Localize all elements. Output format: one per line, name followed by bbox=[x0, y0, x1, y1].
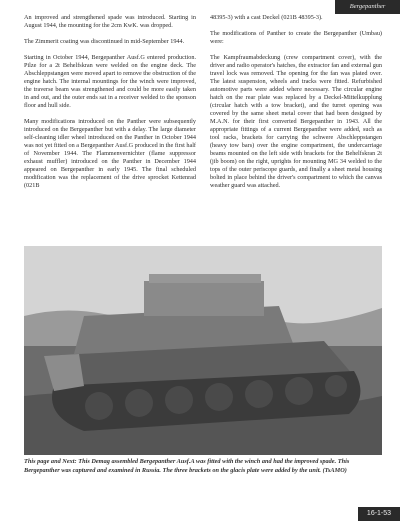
paragraph: The Kampfraumabdeckung (crew compartment cover), with the driver and radio operator's hatches, the extractor fan and external gun travel lock was removed. The opening for the fan was plated over. The latest suspension, wheels and tracks were fitted. Refurbished automotive parts were added where necessary. The circular engine hatch on the rear plate was replaced by a Deckel-Mittelkupplung (circular hatch with a tow bracket), and the turret opening was covered by the same sheet metal cover that had been designed by M.A.N. for their first converted Bergepanther in 1943. All the appropriate fittings of a current Bergepanther were added, such as tool racks, brackets for carrying the schwere Abschleppstangen (heavy tow bars) over the engine compartment, the undercarriage beams mounted on the left side with brackets for the Behelfskran 2t (jib boom) on the right, uprights for mounting MG 34 welded to the tops of the outer periscope guards, and finally a sheet metal housing bolted in place behind the driver's compartment to which the canvas weather guard was attached. bbox=[210, 54, 382, 189]
bergepanther-photo-illustration bbox=[24, 246, 382, 455]
paragraph: 48395-3) with a cast Deckel (021B 48395-3). bbox=[210, 14, 323, 21]
tank-photograph bbox=[24, 246, 382, 455]
body-text bbox=[24, 14, 382, 246]
page-reference: 16-1-53 bbox=[358, 507, 400, 521]
paragraph: The modifications of Panther to create the Bergepanther (Umbau) were: bbox=[210, 30, 382, 45]
right-column bbox=[210, 14, 382, 246]
paragraph: Many modifications introduced on the Panther were subsequently introduced on the Bergepanther but with a delay. The large diameter self-cleaning idler wheel introduced on the Panther in October 1944 was not yet fitted on a Bergepanther Ausf.G produced in the first half of November 1944. The Flammenvernichter (flame suppressor exhaust muffler) introduced on the Panther in December 1944 appeared on Bergepanther in early 1945. The final scheduled modification was the replacement of the drive sprocket Kettenrad (021B bbox=[24, 118, 196, 189]
paragraph: The Zimmerit coating was discontinued in mid-September 1944. bbox=[24, 38, 185, 45]
paragraph: Starting in October 1944, Bergepanther Ausf.G entered production. Pilze for a 2t Behelfskran were welded on the engine deck. The Abschleppstangen were moved apart to remove the obstruction of the engine hatch. The internal mountings for the winch were improved, the traverse beam was strengthened and could be more easily taken in and out, and the outer ends sat in a receiver welded to the sponson floor and hull side. bbox=[24, 54, 196, 109]
photo-caption: This page and Next: This Demag assembled Bergepanther Ausf.A was fitted with the winch and had the improved spade. This Bergepanther was captured and examined in Russia. The three brackets on the glacis plate were added by the unit. (TsAMO) bbox=[24, 458, 350, 474]
running-title: Bergepanther bbox=[335, 0, 400, 14]
paragraph: An improved and strengthened spade was introduced. Starting in August 1944, the mounting for the 2cm KwK. was dropped. bbox=[24, 14, 196, 29]
left-column bbox=[24, 14, 196, 246]
